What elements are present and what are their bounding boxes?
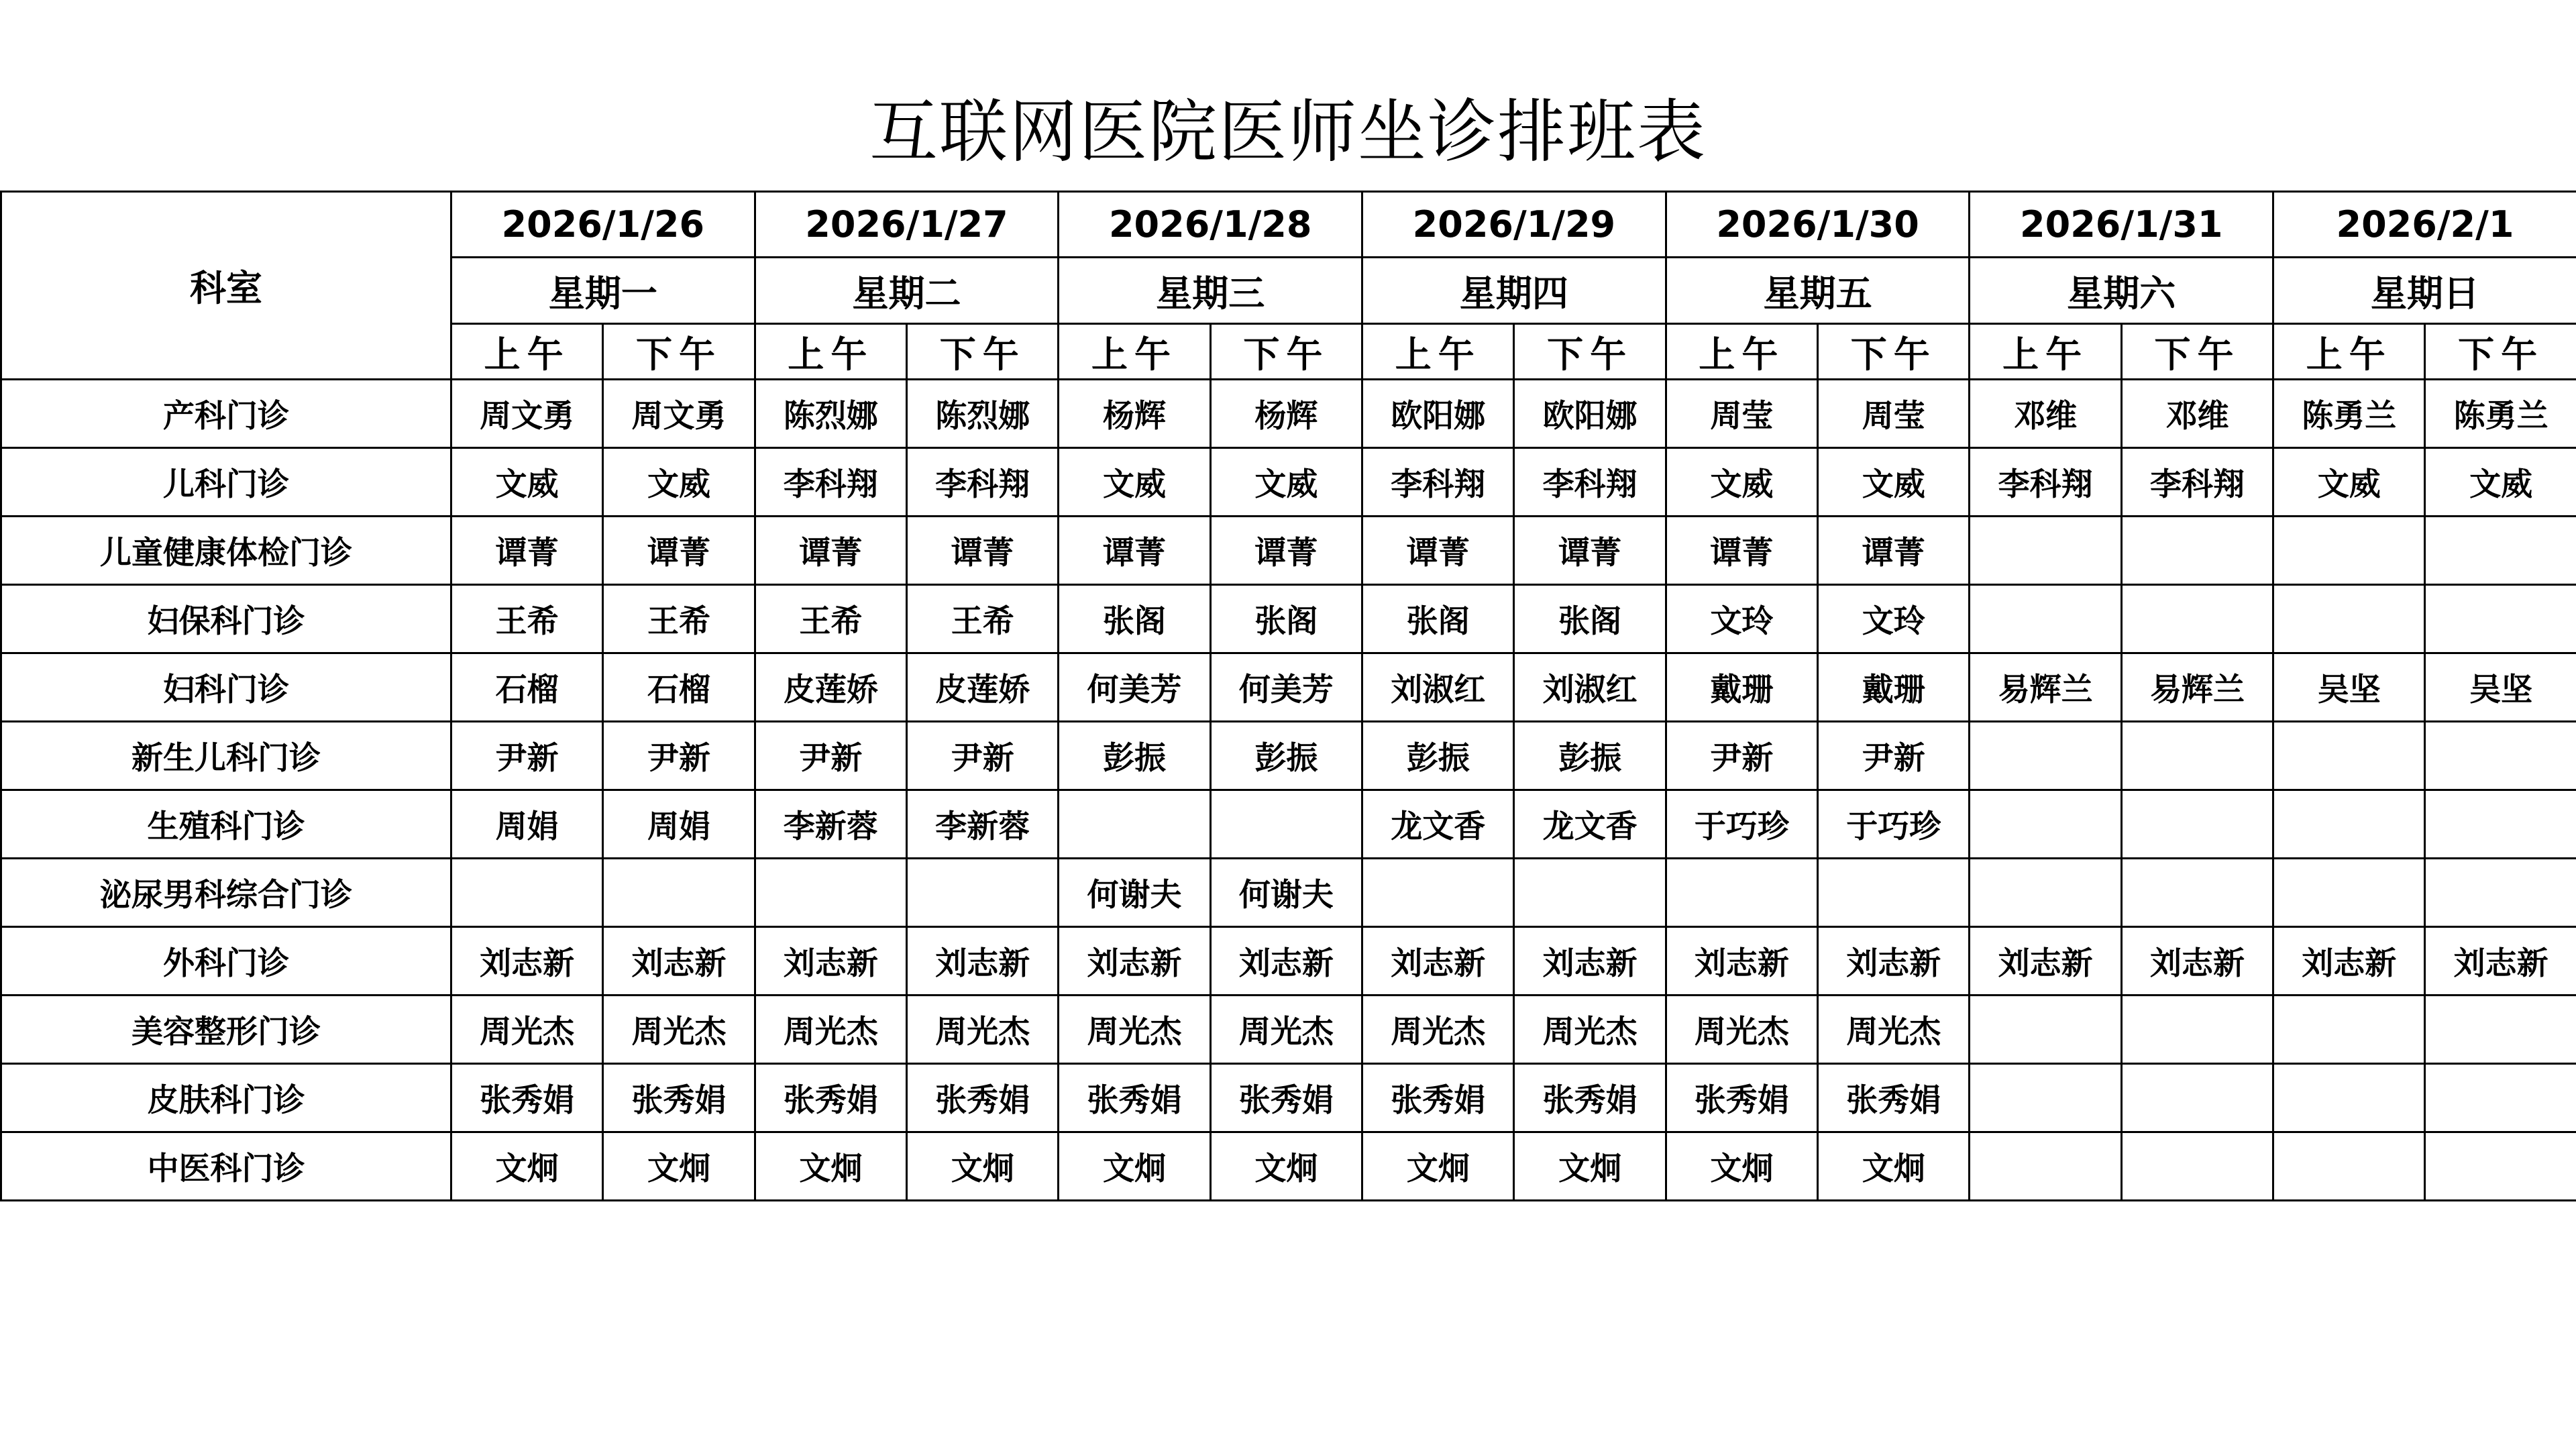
- pm-doctor-cell: 刘志新: [1514, 927, 1666, 996]
- pm-doctor-cell: 彭振: [1514, 722, 1666, 790]
- am-doctor-cell: 周娟: [451, 790, 603, 859]
- pm-doctor-cell: [2121, 996, 2273, 1064]
- am-doctor-cell: 石榴: [451, 653, 603, 722]
- pm-doctor-cell: 周光杰: [1818, 996, 1970, 1064]
- am-doctor-cell: 文威: [451, 448, 603, 517]
- pm-doctor-cell: 文炯: [603, 1132, 755, 1201]
- pm-doctor-cell: 欧阳娜: [1514, 380, 1666, 448]
- pm-doctor-cell: 张秀娟: [1210, 1064, 1362, 1132]
- am-doctor-cell: 张秀娟: [1362, 1064, 1514, 1132]
- pm-doctor-cell: 刘淑红: [1514, 653, 1666, 722]
- pm-header-cell: 下午: [907, 324, 1059, 380]
- pm-doctor-cell: [2425, 517, 2576, 585]
- am-doctor-cell: [1970, 1064, 2121, 1132]
- table-row: [1, 653, 2576, 722]
- dept-name-cell: 中医科门诊: [1, 1132, 451, 1201]
- am-doctor-cell: [1362, 859, 1514, 927]
- am-doctor-cell: 何美芳: [1059, 653, 1210, 722]
- pm-doctor-cell: [1210, 790, 1362, 859]
- dept-name-cell: 美容整形门诊: [1, 996, 451, 1064]
- pm-doctor-cell: [2121, 722, 2273, 790]
- weekday-header-cell: 星期二: [755, 258, 1059, 324]
- dept-name-cell: 儿科门诊: [1, 448, 451, 517]
- pm-doctor-cell: [2121, 585, 2273, 653]
- pm-doctor-cell: 尹新: [603, 722, 755, 790]
- dept-name-cell: 新生儿科门诊: [1, 722, 451, 790]
- weekday-header-cell: 星期三: [1059, 258, 1362, 324]
- am-doctor-cell: 周莹: [1666, 380, 1817, 448]
- am-doctor-cell: 彭振: [1362, 722, 1514, 790]
- date-header-cell: 2026/1/28: [1059, 192, 1362, 258]
- am-doctor-cell: 皮莲娇: [755, 653, 906, 722]
- pm-doctor-cell: 吴坚: [2425, 653, 2576, 722]
- am-doctor-cell: 戴珊: [1666, 653, 1817, 722]
- am-doctor-cell: [1970, 585, 2121, 653]
- am-doctor-cell: 周光杰: [1666, 996, 1817, 1064]
- pm-doctor-cell: 龙文香: [1514, 790, 1666, 859]
- pm-doctor-cell: 文炯: [1818, 1132, 1970, 1201]
- pm-doctor-cell: 邓维: [2121, 380, 2273, 448]
- pm-doctor-cell: [2425, 722, 2576, 790]
- weekday-header-cell: 星期四: [1362, 258, 1666, 324]
- pm-doctor-cell: 张阁: [1514, 585, 1666, 653]
- am-doctor-cell: 谭菁: [1666, 517, 1817, 585]
- table-row: [1, 585, 2576, 653]
- am-doctor-cell: 周光杰: [451, 996, 603, 1064]
- pm-doctor-cell: [2425, 790, 2576, 859]
- am-doctor-cell: [2273, 722, 2425, 790]
- am-doctor-cell: [755, 859, 906, 927]
- pm-doctor-cell: 王希: [907, 585, 1059, 653]
- am-doctor-cell: [1970, 722, 2121, 790]
- dept-name-cell: 产科门诊: [1, 380, 451, 448]
- pm-doctor-cell: [2425, 1132, 2576, 1201]
- pm-doctor-cell: 石榴: [603, 653, 755, 722]
- am-doctor-cell: 谭菁: [1059, 517, 1210, 585]
- am-doctor-cell: 文炯: [1362, 1132, 1514, 1201]
- am-doctor-cell: 刘志新: [451, 927, 603, 996]
- am-doctor-cell: [1970, 996, 2121, 1064]
- am-doctor-cell: 王希: [755, 585, 906, 653]
- pm-doctor-cell: [2425, 996, 2576, 1064]
- pm-doctor-cell: 陈勇兰: [2425, 380, 2576, 448]
- date-header-cell: 2026/1/26: [451, 192, 755, 258]
- page-title: 互联网医院医师坐诊排班表: [869, 93, 1707, 172]
- weekday-header-cell: 星期五: [1666, 258, 1970, 324]
- pm-doctor-cell: 何谢夫: [1210, 859, 1362, 927]
- pm-doctor-cell: 周娟: [603, 790, 755, 859]
- table-row: [1, 996, 2576, 1064]
- table-row: [1, 1132, 2576, 1201]
- am-doctor-cell: 吴坚: [2273, 653, 2425, 722]
- pm-doctor-cell: [2425, 859, 2576, 927]
- table-row: [1, 517, 2576, 585]
- am-doctor-cell: 周光杰: [1059, 996, 1210, 1064]
- pm-doctor-cell: [2121, 1132, 2273, 1201]
- pm-doctor-cell: [2425, 1064, 2576, 1132]
- date-header-cell: 2026/2/1: [2273, 192, 2576, 258]
- pm-doctor-cell: [2425, 585, 2576, 653]
- date-header-cell: 2026/1/27: [755, 192, 1059, 258]
- date-header-row: [1, 192, 2576, 258]
- am-doctor-cell: 文炯: [451, 1132, 603, 1201]
- am-doctor-cell: 尹新: [451, 722, 603, 790]
- pm-doctor-cell: 张阁: [1210, 585, 1362, 653]
- pm-doctor-cell: 张秀娟: [907, 1064, 1059, 1132]
- am-doctor-cell: 谭菁: [755, 517, 906, 585]
- am-doctor-cell: 文玲: [1666, 585, 1817, 653]
- am-doctor-cell: [2273, 517, 2425, 585]
- pm-doctor-cell: 陈烈娜: [907, 380, 1059, 448]
- am-doctor-cell: 李科翔: [1362, 448, 1514, 517]
- am-doctor-cell: 张秀娟: [451, 1064, 603, 1132]
- am-doctor-cell: 刘志新: [2273, 927, 2425, 996]
- am-doctor-cell: 谭菁: [451, 517, 603, 585]
- am-doctor-cell: [2273, 996, 2425, 1064]
- am-doctor-cell: 何谢夫: [1059, 859, 1210, 927]
- pm-doctor-cell: 何美芳: [1210, 653, 1362, 722]
- am-doctor-cell: [451, 859, 603, 927]
- table-row: [1, 859, 2576, 927]
- dept-name-cell: 泌尿男科综合门诊: [1, 859, 451, 927]
- weekday-header-cell: 星期一: [451, 258, 755, 324]
- pm-doctor-cell: 张秀娟: [1818, 1064, 1970, 1132]
- table-row: [1, 790, 2576, 859]
- am-header-cell: 上午: [451, 324, 603, 380]
- date-header-cell: 2026/1/31: [1970, 192, 2273, 258]
- am-doctor-cell: [1970, 517, 2121, 585]
- pm-doctor-cell: [2121, 859, 2273, 927]
- pm-doctor-cell: 张秀娟: [603, 1064, 755, 1132]
- dept-name-cell: 生殖科门诊: [1, 790, 451, 859]
- pm-doctor-cell: 刘志新: [1818, 927, 1970, 996]
- am-doctor-cell: 易辉兰: [1970, 653, 2121, 722]
- am-doctor-cell: [1970, 790, 2121, 859]
- dept-name-cell: 妇科门诊: [1, 653, 451, 722]
- pm-doctor-cell: 李科翔: [2121, 448, 2273, 517]
- pm-doctor-cell: [1818, 859, 1970, 927]
- am-doctor-cell: [1970, 859, 2121, 927]
- pm-doctor-cell: 谭菁: [1818, 517, 1970, 585]
- am-doctor-cell: 陈勇兰: [2273, 380, 2425, 448]
- pm-doctor-cell: 周光杰: [1514, 996, 1666, 1064]
- am-doctor-cell: [2273, 1064, 2425, 1132]
- am-doctor-cell: 张秀娟: [1666, 1064, 1817, 1132]
- am-doctor-cell: 彭振: [1059, 722, 1210, 790]
- am-doctor-cell: [2273, 859, 2425, 927]
- pm-doctor-cell: 周文勇: [603, 380, 755, 448]
- am-doctor-cell: 刘志新: [1666, 927, 1817, 996]
- am-doctor-cell: 刘志新: [1362, 927, 1514, 996]
- am-doctor-cell: 李科翔: [755, 448, 906, 517]
- pm-doctor-cell: 李科翔: [907, 448, 1059, 517]
- dept-name-cell: 外科门诊: [1, 927, 451, 996]
- pm-doctor-cell: 文威: [2425, 448, 2576, 517]
- pm-doctor-cell: 李新蓉: [907, 790, 1059, 859]
- dept-name-cell: 妇保科门诊: [1, 585, 451, 653]
- pm-doctor-cell: 王希: [603, 585, 755, 653]
- pm-doctor-cell: [1514, 859, 1666, 927]
- am-doctor-cell: 文威: [2273, 448, 2425, 517]
- pm-header-cell: 下午: [1514, 324, 1666, 380]
- table-row: [1, 380, 2576, 448]
- am-doctor-cell: 周文勇: [451, 380, 603, 448]
- am-doctor-cell: 文炯: [1666, 1132, 1817, 1201]
- pm-doctor-cell: 刘志新: [2425, 927, 2576, 996]
- pm-doctor-cell: 刘志新: [1210, 927, 1362, 996]
- am-header-cell: 上午: [1362, 324, 1514, 380]
- am-doctor-cell: 陈烈娜: [755, 380, 906, 448]
- am-doctor-cell: 文炯: [1059, 1132, 1210, 1201]
- pm-doctor-cell: 周莹: [1818, 380, 1970, 448]
- pm-header-cell: 下午: [1818, 324, 1970, 380]
- am-doctor-cell: 欧阳娜: [1362, 380, 1514, 448]
- pm-doctor-cell: 谭菁: [1210, 517, 1362, 585]
- am-doctor-cell: 刘志新: [1059, 927, 1210, 996]
- am-doctor-cell: 刘淑红: [1362, 653, 1514, 722]
- dept-name-cell: 皮肤科门诊: [1, 1064, 451, 1132]
- am-doctor-cell: 文炯: [755, 1132, 906, 1201]
- pm-doctor-cell: 周光杰: [603, 996, 755, 1064]
- table-row: [1, 722, 2576, 790]
- am-doctor-cell: 李新蓉: [755, 790, 906, 859]
- pm-doctor-cell: 皮莲娇: [907, 653, 1059, 722]
- am-doctor-cell: 张阁: [1362, 585, 1514, 653]
- am-doctor-cell: [2273, 1132, 2425, 1201]
- am-doctor-cell: 周光杰: [755, 996, 906, 1064]
- pm-doctor-cell: 李科翔: [1514, 448, 1666, 517]
- pm-doctor-cell: 文玲: [1818, 585, 1970, 653]
- weekday-header-cell: 星期日: [2273, 258, 2576, 324]
- pm-header-cell: 下午: [2121, 324, 2273, 380]
- am-header-cell: 上午: [755, 324, 906, 380]
- pm-doctor-cell: 刘志新: [2121, 927, 2273, 996]
- pm-doctor-cell: 谭菁: [1514, 517, 1666, 585]
- am-doctor-cell: 张秀娟: [755, 1064, 906, 1132]
- pm-doctor-cell: 易辉兰: [2121, 653, 2273, 722]
- am-doctor-cell: 刘志新: [1970, 927, 2121, 996]
- pm-doctor-cell: [907, 859, 1059, 927]
- am-header-cell: 上午: [2273, 324, 2425, 380]
- am-header-cell: 上午: [1059, 324, 1210, 380]
- am-doctor-cell: 王希: [451, 585, 603, 653]
- pm-doctor-cell: 刘志新: [603, 927, 755, 996]
- pm-doctor-cell: 周光杰: [1210, 996, 1362, 1064]
- pm-doctor-cell: 文炯: [1514, 1132, 1666, 1201]
- am-doctor-cell: 谭菁: [1362, 517, 1514, 585]
- pm-doctor-cell: 戴珊: [1818, 653, 1970, 722]
- schedule-table: [0, 191, 2576, 1201]
- weekday-header-cell: 星期六: [1970, 258, 2273, 324]
- date-header-cell: 2026/1/30: [1666, 192, 1970, 258]
- am-doctor-cell: [1970, 1132, 2121, 1201]
- pm-doctor-cell: 文威: [1210, 448, 1362, 517]
- am-doctor-cell: 文威: [1666, 448, 1817, 517]
- table-row: [1, 1064, 2576, 1132]
- pm-doctor-cell: 谭菁: [907, 517, 1059, 585]
- pm-doctor-cell: 尹新: [1818, 722, 1970, 790]
- pm-doctor-cell: 文威: [603, 448, 755, 517]
- am-doctor-cell: [2273, 585, 2425, 653]
- table-row: [1, 927, 2576, 996]
- am-doctor-cell: [1059, 790, 1210, 859]
- dept-name-cell: 儿童健康体检门诊: [1, 517, 451, 585]
- pm-header-cell: 下午: [2425, 324, 2576, 380]
- pm-doctor-cell: [2121, 1064, 2273, 1132]
- pm-doctor-cell: 谭菁: [603, 517, 755, 585]
- am-doctor-cell: 杨辉: [1059, 380, 1210, 448]
- pm-doctor-cell: [2121, 790, 2273, 859]
- am-doctor-cell: 龙文香: [1362, 790, 1514, 859]
- pm-header-cell: 下午: [603, 324, 755, 380]
- am-doctor-cell: 李科翔: [1970, 448, 2121, 517]
- pm-doctor-cell: 文炯: [1210, 1132, 1362, 1201]
- am-doctor-cell: 张秀娟: [1059, 1064, 1210, 1132]
- am-doctor-cell: [1666, 859, 1817, 927]
- pm-doctor-cell: 文炯: [907, 1132, 1059, 1201]
- am-doctor-cell: 周光杰: [1362, 996, 1514, 1064]
- am-doctor-cell: 尹新: [755, 722, 906, 790]
- pm-doctor-cell: [2121, 517, 2273, 585]
- pm-doctor-cell: 杨辉: [1210, 380, 1362, 448]
- table-row: [1, 448, 2576, 517]
- dept-column-header: 科室: [1, 192, 451, 380]
- pm-doctor-cell: 于巧珍: [1818, 790, 1970, 859]
- am-doctor-cell: 邓维: [1970, 380, 2121, 448]
- date-header-cell: 2026/1/29: [1362, 192, 1666, 258]
- am-doctor-cell: 文威: [1059, 448, 1210, 517]
- pm-doctor-cell: [603, 859, 755, 927]
- pm-doctor-cell: 文威: [1818, 448, 1970, 517]
- pm-doctor-cell: 周光杰: [907, 996, 1059, 1064]
- pm-header-cell: 下午: [1210, 324, 1362, 380]
- am-doctor-cell: 于巧珍: [1666, 790, 1817, 859]
- pm-doctor-cell: 尹新: [907, 722, 1059, 790]
- am-header-cell: 上午: [1666, 324, 1817, 380]
- pm-doctor-cell: 张秀娟: [1514, 1064, 1666, 1132]
- am-doctor-cell: 尹新: [1666, 722, 1817, 790]
- pm-doctor-cell: 刘志新: [907, 927, 1059, 996]
- am-header-cell: 上午: [1970, 324, 2121, 380]
- am-doctor-cell: 张阁: [1059, 585, 1210, 653]
- am-doctor-cell: 刘志新: [755, 927, 906, 996]
- pm-doctor-cell: 彭振: [1210, 722, 1362, 790]
- am-doctor-cell: [2273, 790, 2425, 859]
